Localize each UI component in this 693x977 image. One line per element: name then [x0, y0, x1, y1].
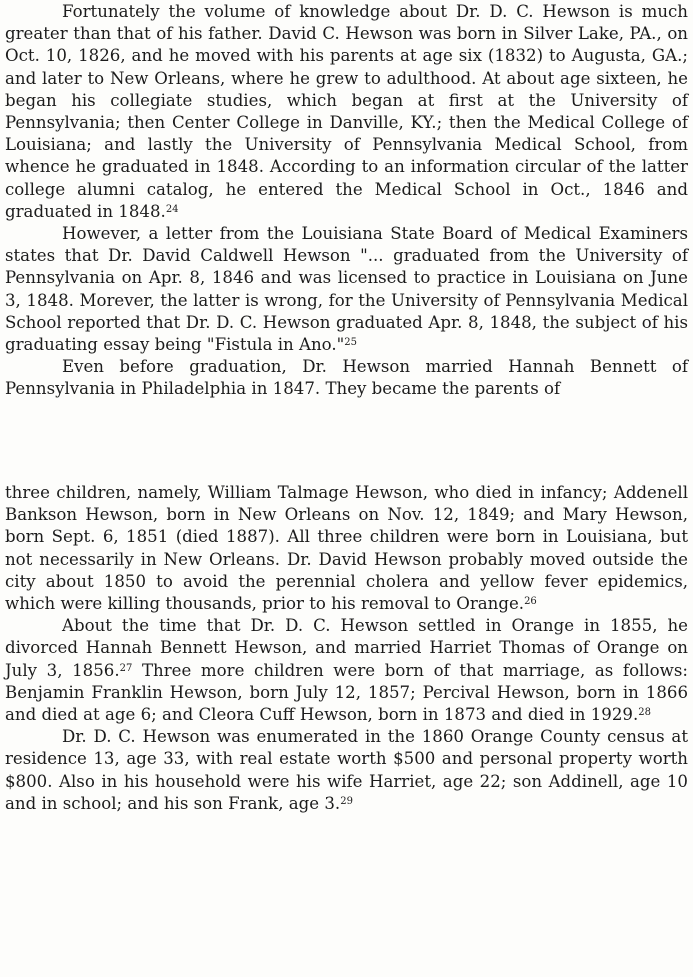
footnote-ref-28: 28	[638, 707, 651, 719]
paragraph-1	[5, 1, 688, 223]
footnote-ref-24: 24	[165, 203, 179, 215]
paragraph-5-text-b: Three more children were born of that marriage, as follows: Benjamin Franklin Hewson, born July 12, 1857; Percival Hewson, born in 1866 and died at age 6; and Cleora Cuff Hewson, born in 1873 and died in 1929.	[5, 660, 688, 725]
footnote-ref-29: 29	[340, 795, 353, 807]
footnote-ref-26: 26	[524, 596, 537, 608]
paragraph-2-text: However, a letter from the Louisiana State Board of Medical Examiners states that Dr. David Caldwell Hewson "... graduated from the University of Pennsylvania on Apr. 8, 1846 and was licensed to practice in Louisiana on June 3, 1848. Morever, the latter is wrong, for the University of Pennsylvania Medical School reported that Dr. D. C. Hewson graduated Apr. 8, 1848, the subject of his graduating essay being "Fistula in Ano."	[5, 224, 688, 355]
paragraph-6-text: Dr. D. C. Hewson was enumerated in the 1860 Orange County census at residence 13, age 33, with real estate worth $500 and personal property worth $800. Also in his household were his wife Harriet, age 22; son Addinell, age 10 and in school; and his son Frank, age 3.	[5, 727, 688, 813]
paragraph-2	[5, 223, 688, 356]
text-section-1	[5, 1, 688, 401]
text-section-2	[5, 482, 688, 815]
footnote-ref-27: 27	[119, 662, 133, 674]
footnote-ref-25: 25	[344, 337, 358, 349]
paragraph-3	[5, 356, 688, 400]
paragraph-5-text-a: About the time that Dr. D. C. Hewson settled in Orange in 1855, he divorced Hannah Bennett Hewson, and married Harriet Thomas of Orange on July 3, 1856.	[5, 616, 688, 680]
paragraph-4	[5, 482, 688, 615]
paragraph-1-text: Fortunately the volume of knowledge about Dr. D. C. Hewson is much greater than that of his father. David C. Hewson was born in Silver Lake, PA., on Oct. 10, 1826, and he moved with his parents at age six (1832) to Augusta, GA.; and later to New Orleans, where he grew to adulthood. At about age sixteen, he began his collegiate studies, which began at first at the University of Pennsylvania; then Center College in Danville, KY.; then the Medical College of Louisiana; and lastly the University of Pennsylvania Medical School, from whence he graduated in 1848. According to an information circular of the latter college alumni catalog, he entered the Medical School in Oct., 1846 and graduated in 1848.	[5, 2, 688, 221]
paragraph-4-text: three children, namely, William Talmage Hewson, who died in infancy; Addenell Bankson Hewson, born in New Orleans on Nov. 12, 1849; and Mary Hewson, born Sept. 6, 1851 (died 1887). All three children were born in Louisiana, but not necessarily in New Orleans. Dr. David Hewson probably moved outside the city about 1850 to avoid the perennial cholera and yellow fever epidemics, which were killing thousands, prior to his removal to Orange.	[5, 483, 688, 614]
paragraph-6	[5, 726, 688, 815]
paragraph-5	[5, 615, 688, 726]
paragraph-3-text: Even before graduation, Dr. Hewson married Hannah Bennett of Pennsylvania in Philadelphia in 1847. They became the parents of	[5, 357, 688, 399]
